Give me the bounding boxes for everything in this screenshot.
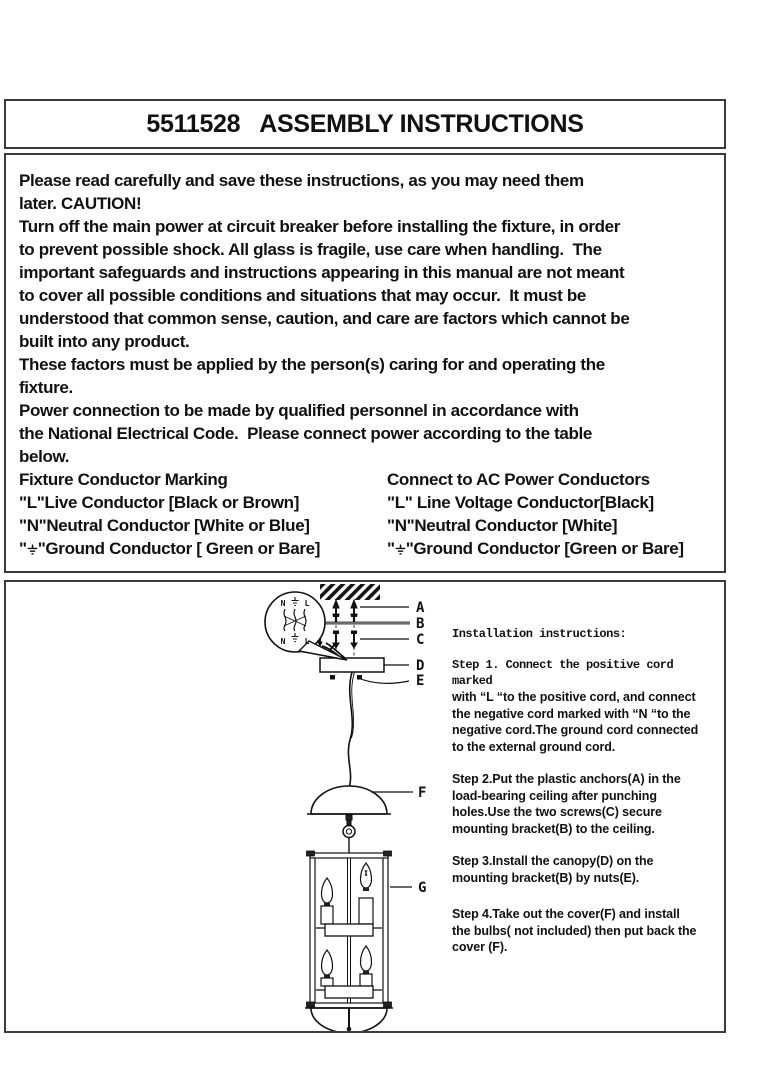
callout-n-label: N (280, 637, 286, 646)
step-line: Step 4.Take out the cover(F) and install (452, 907, 680, 921)
caution-line: important safeguards and instructions appearing in this manual are not meant (19, 263, 625, 282)
installation-instructions (452, 626, 730, 972)
bracket-screw-heads (333, 614, 358, 622)
step-line: Step 1. Connect the positive cord (452, 658, 674, 672)
nut-icon (330, 675, 362, 680)
caution-line: built into any product. (19, 332, 190, 351)
callout-n-label: N (280, 599, 286, 608)
title-box (4, 99, 726, 149)
step-2 (452, 771, 730, 837)
callout-l-label: L (304, 637, 310, 646)
label-c: C (416, 632, 425, 648)
step-4 (452, 906, 730, 956)
label-d: D (416, 658, 425, 674)
caution-line: fixture. (19, 378, 73, 397)
caution-box (4, 153, 726, 573)
callout-l-label: L (304, 599, 310, 608)
dome-cover (311, 786, 387, 814)
caution-line: later. CAUTION! (19, 194, 142, 213)
ground-symbol-icon (27, 544, 38, 556)
step-line: to the external ground cord. (452, 739, 616, 754)
caution-line: understood that common sense, caution, and care are factors which cannot be (19, 309, 630, 328)
label-e: E (416, 673, 425, 689)
step-line: the bulbs( not included) then put back the (452, 923, 697, 938)
conductor-cell: "N"Neutral Conductor [White or Blue] (19, 516, 310, 535)
page-title: 5511528 ASSEMBLY INSTRUCTIONS (146, 109, 584, 138)
diagram-box (4, 580, 726, 1033)
caution-line: Power connection to be made by qualified personnel in accordance with (19, 401, 579, 420)
leader-line (358, 607, 413, 887)
step-line: the negative cord marked with “N “to the (452, 706, 691, 721)
screw-icon (318, 631, 357, 648)
conductor-table-right-header: Connect to AC Power Conductors (387, 470, 650, 489)
finial (343, 815, 355, 853)
caution-line: Please read carefully and save these instructions, as you may need them (19, 171, 584, 190)
step-line: mounting bracket(B) to the ceiling. (452, 821, 655, 836)
ground-symbol-icon (395, 544, 406, 556)
conductor-cell: "L" Line Voltage Conductor[Black] (387, 493, 654, 512)
step-line: Step 2.Put the plastic anchors(A) in the (452, 772, 681, 786)
caution-line: to prevent possible shock. All glass is fragile, use care when handling. The (19, 240, 602, 259)
label-g: G (418, 880, 427, 896)
conductor-cell: "N"Neutral Conductor [White] (387, 516, 618, 535)
conductor-cell: " "Ground Conductor [ Green or Bare] (19, 539, 321, 558)
bulb-arm-tier1 (316, 924, 382, 936)
step-1 (452, 657, 730, 755)
step-3 (452, 853, 730, 886)
canopy (320, 658, 384, 672)
step-line: marked (452, 674, 493, 688)
label-a: A (416, 600, 425, 616)
caution-line: to cover all possible conditions and situations that may occur. It must be (19, 286, 586, 305)
conductor-cell: "L"Live Conductor [Black or Brown] (19, 493, 300, 512)
bulb-icon (321, 946, 372, 986)
bulb-arm-tier2 (316, 986, 382, 998)
caution-line: Turn off the main power at circuit breaker before installing the fixture, in order (19, 217, 621, 236)
step-line: holes.Use the two screws(C) secure (452, 805, 662, 819)
step-line: load-bearing ceiling after punching (452, 788, 657, 803)
conductor-cell: " "Ground Conductor [Green or Bare] (387, 539, 684, 558)
cord (348, 672, 354, 788)
conductor-table-left-header: Fixture Conductor Marking (19, 470, 228, 489)
label-b: B (416, 616, 425, 632)
step-line: cover (F). (452, 940, 508, 954)
instructions-heading: Installation instructions: (452, 627, 627, 641)
step-line: Step 3.Install the canopy(D) on the (452, 854, 654, 868)
conductor-table (19, 468, 718, 560)
step-line: with “L “to the positive cord, and connect (452, 690, 696, 704)
step-line: mounting bracket(B) by nuts(E). (452, 870, 640, 885)
label-f: F (418, 785, 427, 801)
caution-line: These factors must be applied by the person(s) caring for and operating the (19, 355, 605, 374)
caution-line: the National Electrical Code. Please connect power according to the table (19, 424, 593, 443)
caution-line: below. (19, 447, 70, 466)
step-line: negative cord.The ground cord connected (452, 723, 699, 737)
ceiling-hatch (320, 584, 380, 600)
